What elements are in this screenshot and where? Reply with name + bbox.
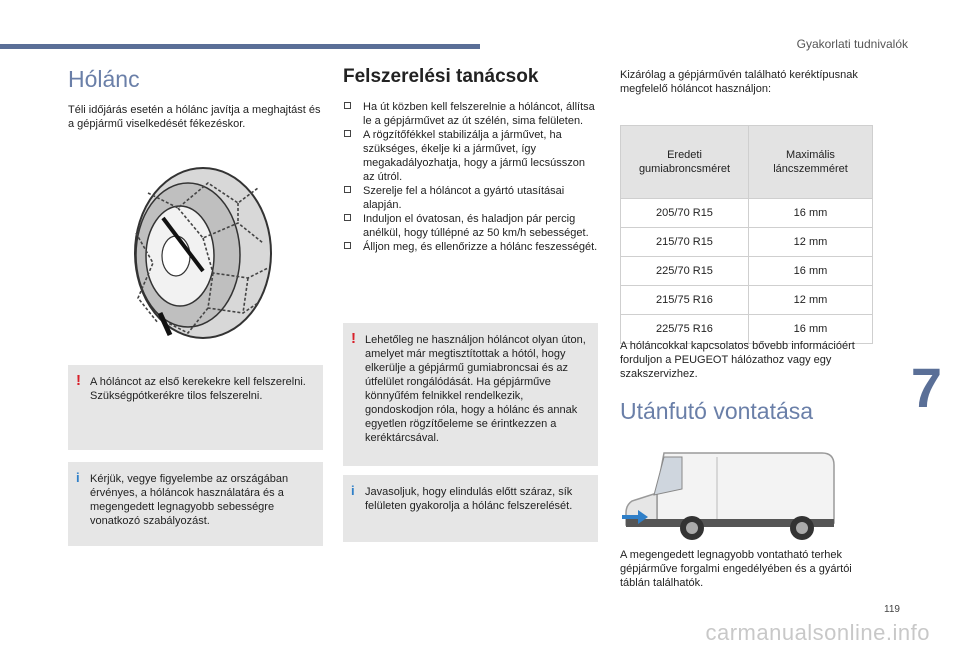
- info-text: Javasoljuk, hogy elindulás előtt száraz, sík felületen gyakorolja a hólánc felszerelését.: [365, 486, 573, 512]
- chain-size-intro: Kizárólag a gépjárművén található keréktípusnak megfelelő hóláncot használjon:: [620, 69, 858, 95]
- arrow-icon: [622, 510, 648, 524]
- warning-box-cleared-road: [343, 323, 598, 466]
- snow-chain-title: Hólánc: [68, 66, 140, 92]
- info-box-regulations: [68, 462, 323, 546]
- towing-title: Utánfutó vontatása: [620, 398, 814, 424]
- chapter-number: 7: [910, 356, 942, 419]
- snow-chain-illustration: [108, 163, 278, 343]
- bullet-icon: [344, 186, 351, 193]
- info-box-practice: [343, 475, 598, 542]
- info-text: Kérjük, vegye figyelembe az országában érvényes, a hóláncok használatára és a megengedett legnagyobb sebességre vonatkozó szabályozást.: [90, 473, 289, 527]
- warning-icon: !: [351, 330, 356, 347]
- table-row: 215/75 R16 12 mm: [621, 286, 873, 315]
- snow-chain-intro: Téli időjárás esetén a hólánc javítja a meghajtást és a gépjármű viselkedését fékezéskor.: [68, 104, 321, 130]
- bullet-icon: [344, 214, 351, 221]
- page-number: 119: [884, 604, 900, 615]
- bullet-icon: [344, 130, 351, 137]
- chain-info-contact: A hóláncokkal kapcsolatos bővebb információért forduljon a PEUGEOT hálózathoz vagy egy szakszervizhez.: [620, 340, 855, 380]
- column-installation-tips: [343, 60, 598, 254]
- table-row: 215/70 R15 12 mm: [621, 228, 873, 257]
- table-row: 225/70 R15 16 mm: [621, 257, 873, 286]
- table-row: 205/70 R15 16 mm: [621, 199, 873, 228]
- warning-text: A hóláncot az első kerekekre kell felszerelni. Szükségpótkerékre tilos felszerelni.: [90, 376, 306, 402]
- bullet-icon: [344, 242, 351, 249]
- column-snow-chain: [68, 60, 323, 131]
- list-item: Ha út közben kell felszerelnie a hóláncot, állítsa le a gépjárművet az út szélén, sima felületen.: [343, 100, 598, 128]
- installation-tips-list: [343, 100, 598, 254]
- watermark: carmanualsonline.info: [705, 620, 930, 645]
- info-icon: i: [76, 470, 80, 485]
- van-illustration: [622, 443, 842, 543]
- table-header: Eredeti gumiabroncsméret: [621, 126, 749, 199]
- chain-size-table: [620, 125, 873, 344]
- list-item: Álljon meg, és ellenőrizze a hólánc feszességét.: [343, 240, 598, 254]
- bullet-icon: [344, 102, 351, 109]
- table-header: Maximális láncszemméret: [748, 126, 872, 199]
- header-bar: [0, 44, 480, 49]
- list-item: Induljon el óvatosan, és haladjon pár percig anélkül, hogy túllépné az 50 km/h sebességet.: [343, 212, 598, 240]
- towing-text: A megengedett legnagyobb vontatható terhek gépjárműve forgalmi engedélyében és a gyártói táblán találhatók.: [620, 549, 852, 589]
- warning-box-front-wheels: [68, 365, 323, 450]
- section-title: Gyakorlati tudnivalók: [796, 37, 908, 51]
- column-chain-sizes: [620, 68, 875, 335]
- list-item: A rögzítőfékkel stabilizálja a járművet, ha szükséges, ékelje ki a járművet, így megakadályozhatja, hogy a jármű lecsússzon az útról.: [343, 128, 598, 184]
- table-row: 225/75 R16 16 mm: [621, 315, 873, 344]
- warning-icon: !: [76, 372, 81, 389]
- info-icon: i: [351, 483, 355, 498]
- installation-tips-title: Felszerelési tanácsok: [343, 66, 539, 87]
- warning-text: Lehetőleg ne használjon hóláncot olyan úton, amelyet már megtisztítottak a hótól, hogy elkerülje a gépjármű gumiabroncsai és az útfelület rongálódását. Ha gépjárműve könnyűfém felnikkel rendelkezik, gondoskodjon róla, hogy a hólánc és annak egyetlen rögzítőeleme se érintkezzen a keréktárcsával.: [365, 334, 586, 444]
- list-item: Szerelje fel a hóláncot a gyártó utasításai alapján.: [343, 184, 598, 212]
